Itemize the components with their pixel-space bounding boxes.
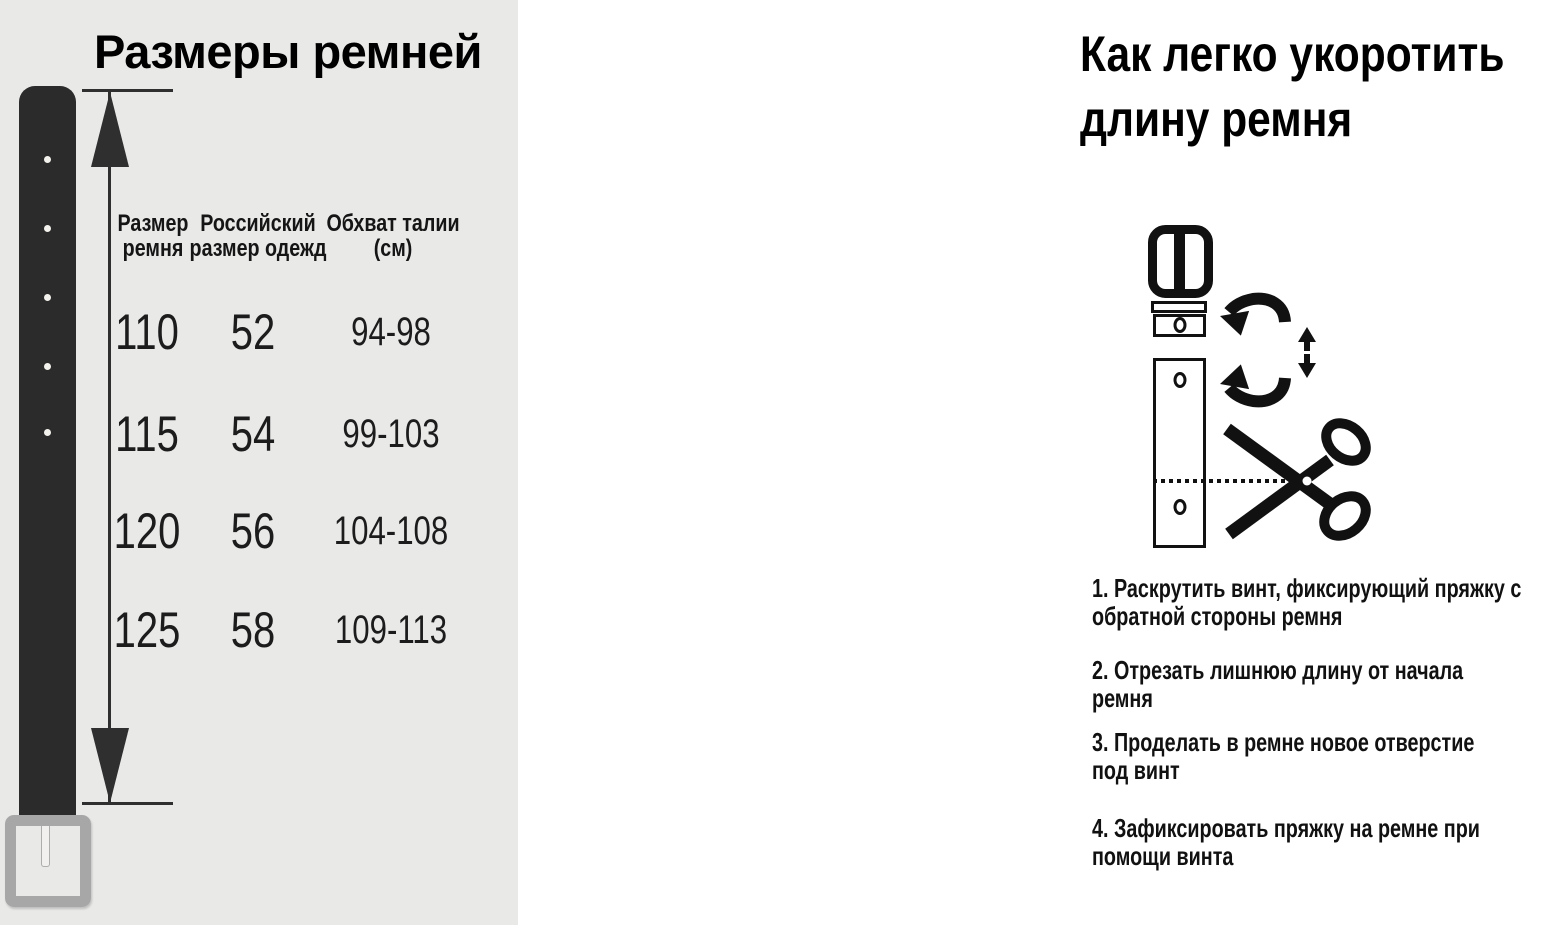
screw-hole-icon: [1175, 501, 1185, 514]
page-title-right: Как легко укоротить длину ремня: [1080, 26, 1505, 147]
shorten-belt-illustration: [1133, 215, 1383, 555]
belt-hole: [44, 225, 51, 232]
step-1: 1. Раскрутить винт, фиксирующий пряжку с обратной стороны ремня: [1092, 573, 1522, 631]
belt-sizes-panel: [0, 0, 518, 925]
cell-belt-size: 110: [115, 304, 179, 360]
cell-waist: 104-108: [333, 509, 449, 553]
measure-arrowhead-up-icon: [91, 92, 129, 167]
screw-hole-icon: [1175, 374, 1185, 387]
cell-belt-size: 125: [113, 602, 181, 658]
step-4: 4. Зафиксировать пряжку на ремне при помощи винта: [1092, 813, 1480, 871]
cell-waist: 109-113: [334, 608, 448, 652]
belt-hole: [44, 156, 51, 163]
cell-belt-size: 115: [115, 406, 179, 462]
col-header-belt-size: Размер ремня: [117, 210, 189, 262]
page-title-left: Размеры ремней: [94, 25, 482, 78]
cell-waist: 99-103: [342, 412, 440, 456]
unscrew-updown-arrow-icon: [1298, 327, 1316, 378]
belt-strap-icon: [1155, 360, 1205, 547]
cell-russian-size: 54: [230, 406, 276, 462]
col-header-waist: Обхват талии (см): [326, 210, 460, 262]
cell-russian-size: 58: [230, 602, 276, 658]
belt-hole: [44, 363, 51, 370]
scissors-icon: [1227, 416, 1374, 544]
belt-hole: [44, 429, 51, 436]
rotate-arrow-icon: [1217, 364, 1285, 401]
cell-russian-size: 52: [230, 304, 276, 360]
belt-hole: [44, 294, 51, 301]
howto-shorten-panel: [518, 0, 1522, 925]
col-header-russian-size: Российский размер одежд: [189, 210, 327, 262]
measure-arrowhead-down-icon: [91, 728, 129, 803]
belt-buckle-icon: [1153, 227, 1209, 336]
step-3: 3. Проделать в ремне новое отверстие под винт: [1092, 727, 1475, 785]
cell-waist: 94-98: [351, 310, 431, 354]
cell-russian-size: 56: [230, 503, 276, 559]
buckle-prong: [41, 826, 50, 867]
step-2: 2. Отрезать лишнюю длину от начала ремня: [1092, 655, 1464, 713]
rotate-arrow-icon: [1217, 299, 1285, 336]
cell-belt-size: 120: [113, 503, 181, 559]
screw-hole-icon: [1175, 319, 1185, 332]
